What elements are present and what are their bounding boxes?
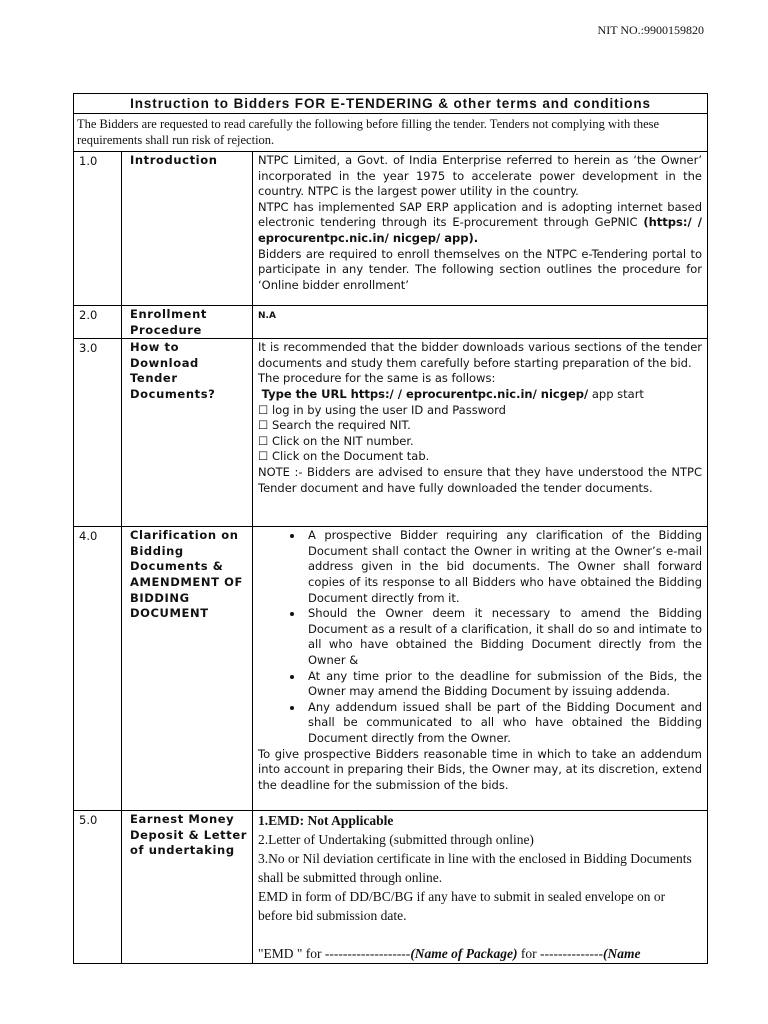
portal-url: (https:/ / eprocurentpc.nic.in/ nicgep/ app). <box>258 215 703 245</box>
section-number: 5.0 <box>74 811 122 964</box>
paragraph: To give prospective Bidders reasonable time in which to take an addendum into account in preparing their Bids, the Owner may, at its discretion, extend the deadline for the submission of the bids. <box>258 746 703 792</box>
paragraph: It is recommended that the bidder downloads various sections of the tender documents and study them carefully before starting preparation of the bid. <box>258 340 703 370</box>
section-number: 1.0 <box>74 152 122 306</box>
table-row <box>74 339 708 527</box>
list-item: • Should the Owner deem it necessary to amend the Bidding Document as a result of a clarification, it shall do so and intimate to all who have obtained the Bidding Document directly from the Owner & <box>304 606 702 668</box>
section-number: 4.0 <box>74 527 122 811</box>
step-item: ☐ log in by using the user ID and Password <box>258 402 506 417</box>
section-body <box>253 811 708 964</box>
paragraph: The procedure for the same is as follows: <box>258 371 496 386</box>
nit-number: NIT NO.:9900159820 <box>597 23 704 37</box>
paragraph: Bidders are required to enroll themselves on the NTPC e-Tendering portal to participate in any tender. The following section outlines the procedure for ‘Online bidder enrollment’ <box>258 246 703 292</box>
section-number: 2.0 <box>74 306 122 339</box>
section-body <box>253 527 708 811</box>
step-item: ☐ Click on the Document tab. <box>258 449 430 464</box>
instruction-table <box>73 93 708 964</box>
paragraph-text: NTPC has implemented SAP ERP application and is adopting internet based electronic tendering through its E-procurement through GePNIC <box>258 199 703 230</box>
emd-package-line <box>258 944 701 963</box>
section-heading: Earnest Money Deposit & Letter of undertaking <box>122 811 253 964</box>
paragraph <box>258 200 702 247</box>
url-suffix: app start <box>588 386 644 401</box>
note: NOTE :- Bidders are advised to ensure that they have understood the NTPC Tender document and have fully downloaded the tender documents. <box>258 464 703 495</box>
bullet-list <box>258 528 702 746</box>
table-row <box>74 811 708 964</box>
na-text: N.A <box>258 311 276 321</box>
emd-package-mid: for -------------- <box>517 946 603 962</box>
deviation-line: 3.No or Nil deviation certificate in line with the enclosed in Bidding Documents shall be submitted through online. <box>258 851 692 886</box>
list-item: • A prospective Bidder requiring any clarification of the Bidding Document shall contact the Owner in writing at the Owner’s e-mail address given in the bid documents. The Owner shall forward copies of its response to all Bidders who have obtained the Bidding Document directly from it. <box>304 528 702 606</box>
table-row <box>74 527 708 811</box>
table-title: Instruction to Bidders FOR E-TENDERING & other terms and conditions <box>74 94 708 114</box>
section-body <box>253 306 708 339</box>
section-heading: Introduction <box>122 152 253 306</box>
intro-note: The Bidders are requested to read carefully the following before filling the tender. Tenders not complying with these requirements shall run risk of rejection. <box>74 114 708 152</box>
url-prefix: Type the URL https:/ / eprocurentpc.nic.in/ nicgep/ <box>261 386 589 401</box>
package-name: (Name of Package) <box>410 946 518 962</box>
emd-package-prefix: "EMD " for ------------------- <box>258 946 411 962</box>
spacer <box>258 925 701 944</box>
name-placeholder: (Name <box>602 946 641 962</box>
table-row <box>74 152 708 306</box>
section-body <box>253 339 708 527</box>
step-item: ☐ Click on the NIT number. <box>258 433 414 448</box>
table-row <box>74 306 708 339</box>
section-heading: How to Download Tender Documents? <box>122 339 253 527</box>
undertaking-line: 2.Letter of Undertaking (submitted through online) <box>258 832 534 848</box>
list-item: • Any addendum issued shall be part of the Bidding Document and shall be communicated to all who have obtained the Bidding Document directly from the Owner. <box>304 700 702 747</box>
url-line <box>258 387 702 403</box>
section-heading: Clarification on Bidding Documents & AMENDMENT OF BIDDING DOCUMENT <box>122 527 253 811</box>
section-number: 3.0 <box>74 339 122 527</box>
emd-form-line: EMD in form of DD/BC/BG if any have to submit in sealed envelope on or before bid submission date. <box>258 889 666 924</box>
list-item: • At any time prior to the deadline for submission of the Bids, the Owner may amend the Bidding Document by issuing addenda. <box>304 669 702 700</box>
step-item: ☐ Search the required NIT. <box>258 418 411 433</box>
section-heading: Enrollment Procedure <box>122 306 253 339</box>
section-body <box>253 152 708 306</box>
paragraph: NTPC Limited, a Govt. of India Enterprise referred to herein as ‘the Owner’ incorporated in the year 1975 to accelerate power development in the country. NTPC is the largest power utility in the country. <box>258 153 703 199</box>
emd-line: 1.EMD: Not Applicable <box>258 813 394 829</box>
